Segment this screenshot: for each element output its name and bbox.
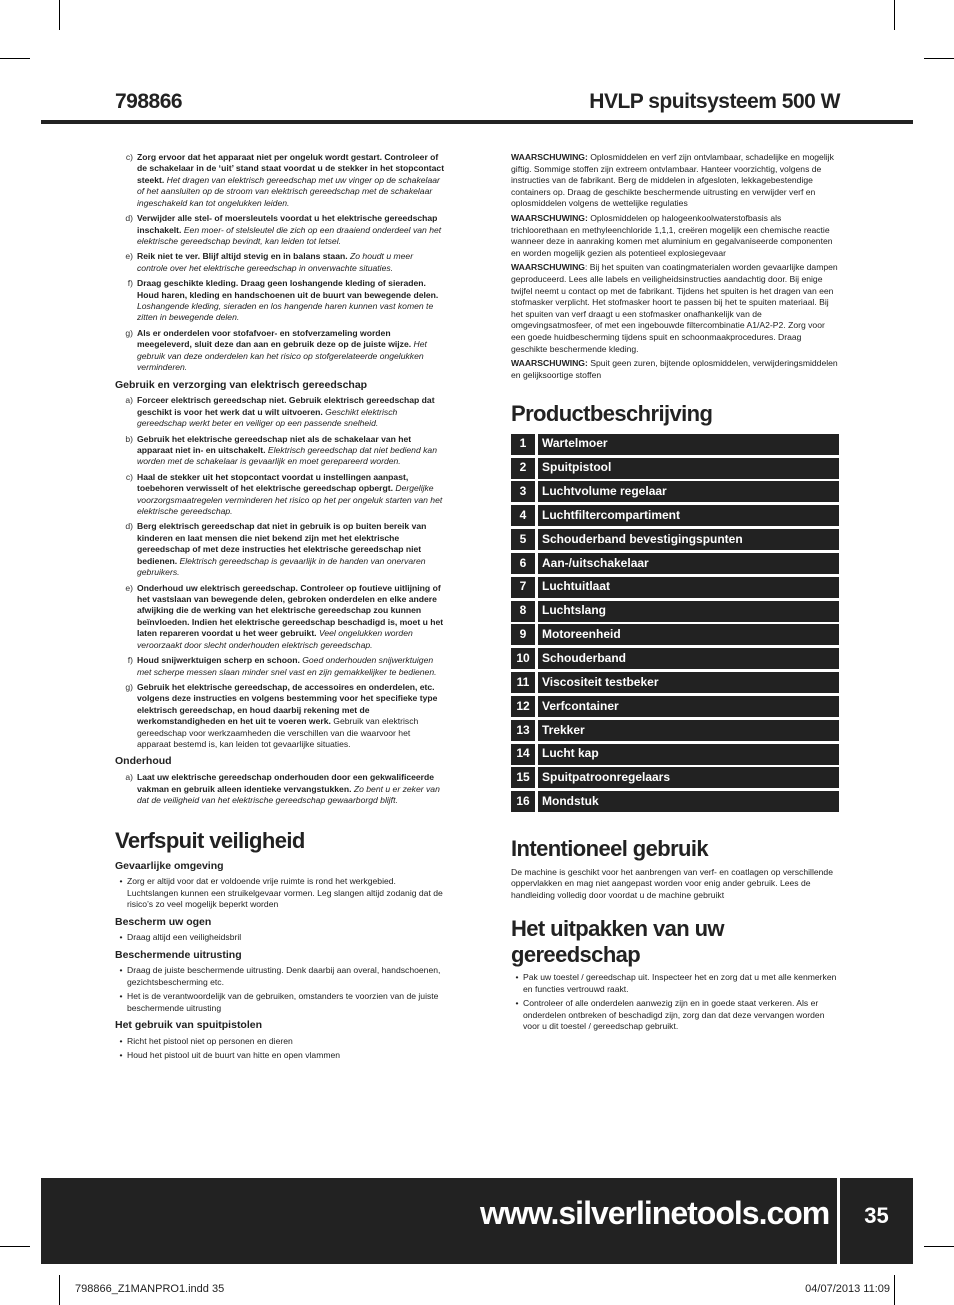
item-text [137, 682, 445, 751]
product-label: Viscositeit testbeker [538, 672, 839, 693]
item-text [137, 772, 445, 806]
product-number: 9 [511, 624, 535, 645]
warning-label: WAARSCHUWING: [511, 152, 588, 162]
bullet-dot: • [119, 876, 123, 887]
page-title: HVLP spuitsysteem 500 W [589, 90, 840, 113]
product-number: 6 [511, 553, 535, 574]
product-number: 15 [511, 767, 535, 788]
crop-mark [894, 0, 895, 30]
item-bold-text: Als er onderdelen voor stofafvoer- en stofverzameling worden meegeleverd, sluit deze dan aan en gebruik deze op de juiste wijze. [137, 327, 412, 350]
bullet-dot: • [119, 991, 123, 1002]
warning-text: Spuit geen zuren, bijtende oplosmiddelen, verwijderingsmiddelen en gelijksoortige stoffen [511, 358, 838, 380]
item-text [137, 472, 445, 518]
bullet-item [115, 1050, 445, 1061]
list-item [115, 472, 445, 518]
item-bold-text: Onderhoud uw elektrisch gereedschap. Controleer op foutieve uitlijning of het vastslaan van bewegende delen, gebroken onderdelen en elke andere afwijking die de werking van het elektrische gereedschap zou kunnen beïnvloeden. Indien het elektrische gereedschap beschadigd is, moet u het laten repareren voordat u het weer gebruikt. [137, 582, 444, 639]
crop-mark [59, 1275, 60, 1305]
bullet-dot: • [515, 972, 519, 983]
item-bold-text: Haal de stekker uit het stopcontact voordat u instellingen aanpast, toebehoren verwisselt of het elektrische gereedschap opbergt. [137, 471, 409, 494]
product-number: 10 [511, 648, 535, 669]
right-column [511, 152, 839, 1035]
warning-text: Oplosmiddelen op halogeenkoolwaterstofbasis als trichloorethaan en methyleenchloride 1,1,1, creëren mogelijk een chemische reactie wanneer deze in aanraking komen met aluminium en gegalvaniseerde componenten en worden mogelijk gezien als potentieel explosiegevaar [511, 212, 833, 258]
section-subheading: Beschermende uitrusting [115, 948, 242, 961]
section-subheading: Gevaarlijke omgeving [115, 859, 224, 872]
warning-label: WAARSCHUWING: [511, 212, 588, 223]
list-item [115, 772, 445, 806]
product-label: Spuitpistool [538, 458, 839, 479]
product-row [511, 720, 839, 741]
bullet-text: Houd het pistool uit de buurt van hitte en open vlammen [127, 1050, 341, 1061]
bullet-item [115, 876, 445, 910]
bullet-text: Pak uw toestel / gereedschap uit. Inspecteer het en zorg dat u met alle kenmerken en functies vertrouwd raakt. [523, 972, 837, 994]
warning-paragraph [511, 358, 839, 381]
bullet-item [511, 998, 839, 1032]
item-bold-text: Forceer elektrisch gereedschap niet. Gebruik elektrisch gereedschap dat geschikt is voor het werk dat u wilt uitvoeren. [137, 395, 435, 417]
bullet-dot: • [119, 965, 123, 976]
item-italic-text: Veel ongelukken worden veroorzaakt door slecht onderhouden elektrisch gereedschap. [137, 628, 413, 650]
product-row [511, 744, 839, 765]
product-number: 16 [511, 791, 535, 812]
product-code: 798866 [115, 90, 183, 113]
bullet-item [115, 965, 445, 988]
item-italic-text: Loshangende kleding, sieraden en los hangende haren kunnen vast komen te zitten in bewegende delen. [137, 301, 434, 323]
bullet-list [115, 1036, 445, 1062]
website-url: www.silverlinetools.com [480, 1195, 830, 1231]
product-number: 5 [511, 529, 535, 550]
item-marker: c) [125, 471, 133, 482]
section-subheading: Bescherm uw ogen [115, 915, 212, 928]
section-subheading: Gebruik en verzorging van elektrisch gereedschap [115, 378, 368, 391]
product-label: Trekker [538, 720, 839, 741]
item-bold-text: Gebruik het elektrische gereedschap niet als de schakelaar van het apparaat niet in- en uitschakelt. [137, 433, 412, 455]
list-item [115, 278, 445, 324]
list-item [115, 395, 445, 429]
product-number: 1 [511, 434, 535, 455]
list-item [115, 682, 445, 751]
bullet-text: Controleer of alle onderdelen aanwezig zijn en in goede staat verkeren. Als er onderdelen ontbreken of beschadigd zijn, zorg dan dat deze vervangen worden voor u dit toestel / gereedschap gebruikt. [523, 998, 825, 1031]
bullet-text: Draag altijd een veiligheidsbril [127, 932, 242, 943]
item-text [137, 434, 445, 468]
warnings-block [511, 152, 839, 381]
product-number: 14 [511, 744, 535, 765]
item-italic-text: Een moer- of stelsleutel die zich op een draaiend onderdeel van het elektrische gereedschap bevindt, kan leiden tot letsel. [137, 224, 442, 246]
list-item [115, 251, 445, 274]
crop-mark [59, 0, 60, 30]
product-label: Luchtvolume regelaar [538, 481, 839, 502]
item-text [137, 521, 445, 578]
file-slug: 798866_Z1MANPRO1.indd 35 [75, 1283, 225, 1295]
section-subheading: Onderhoud [115, 755, 172, 768]
heading-intended-use: Intentioneel gebruik [511, 836, 709, 862]
item-regular-text: Gebruik van elektrisch gereedschap voor werkzaamheden die verschillen van die waarvoor het apparaat bestemd is, kan leiden tot gevaarlijke situaties. [137, 716, 419, 750]
list-item [115, 655, 445, 678]
bullet-dot: • [515, 998, 519, 1009]
item-italic-text: Elektrisch gereedschap dat niet bediend kan worden met de schakelaar is gevaarlijk en moet gerepareerd worden. [137, 444, 437, 467]
item-italic-text: Dergelijke voorzorgsmaatregelen verminderen het risico op het per ongeluk starten van het elektrische gereedschap. [137, 483, 443, 517]
heading-product-description: Productbeschrijving [511, 401, 713, 427]
warning-paragraph [511, 213, 839, 259]
heading-spray-safety: Verfspuit veiligheid [115, 828, 305, 854]
item-italic-text: Elektrisch gereedschap is gevaarlijk in de handen van onervaren gebruikers. [137, 555, 426, 578]
header-divider [41, 120, 913, 124]
item-text [137, 395, 445, 429]
product-row [511, 529, 839, 550]
left-column [115, 152, 445, 1065]
crop-mark [924, 58, 954, 59]
item-bold-text: Reik niet te ver. Blijf altijd stevig en in balans staan. [137, 251, 348, 262]
product-row [511, 577, 839, 598]
product-number: 13 [511, 720, 535, 741]
product-label: Luchtslang [538, 601, 839, 622]
product-parts-table [511, 434, 839, 813]
item-text [137, 655, 445, 678]
item-italic-text: Geschikt elektrisch gereedschap werkt beter en veiliger op een passende snelheid. [137, 406, 398, 429]
product-row [511, 481, 839, 502]
list-item [115, 328, 445, 374]
item-bold-text: Laat uw elektrische gereedschap onderhouden door een gekwalificeerde vakman en gebruik alleen identieke vervangstukken. [137, 772, 435, 794]
page-header [115, 88, 840, 118]
product-row [511, 648, 839, 669]
bullet-text: Het is de verantwoordelijk van de gebruiken, omstanders te voorzien van de juiste beschermende uitrusting [127, 991, 439, 1013]
product-label: Aan-/uitschakelaar [538, 553, 839, 574]
maintenance-list [115, 772, 445, 806]
product-number: 2 [511, 458, 535, 479]
bullet-dot: • [119, 1035, 123, 1046]
list-item [115, 434, 445, 468]
item-bold-text: Houd snijwerktuigen scherp en schoon. [137, 655, 300, 666]
item-text [137, 328, 445, 374]
list-item [115, 583, 445, 652]
item-marker: d) [125, 213, 133, 224]
item-italic-text: Het gebruik van deze onderdelen kan het risico op stofgerelateerde ongelukken verminderen. [137, 339, 427, 373]
item-marker: b) [125, 433, 133, 444]
item-text [137, 152, 445, 209]
product-label: Lucht kap [538, 744, 839, 765]
product-row [511, 505, 839, 526]
item-bold-text: Verwijder alle stel- of moersleutels voordat u het elektrische gereedschap inschakelt. [137, 213, 438, 235]
item-marker: g) [125, 681, 133, 692]
product-label: Motoreenheid [538, 624, 839, 645]
bullet-item [511, 972, 839, 995]
bullet-text: Draag de juiste beschermende uitrusting. Denk daarbij aan overal, handschoenen, gezichtsbescherming etc. [127, 965, 441, 987]
section-subheading: Het gebruik van spuitpistolen [115, 1019, 263, 1032]
product-number: 4 [511, 505, 535, 526]
item-marker: f) [127, 655, 133, 666]
bullet-text: Richt het pistool niet op personen en dieren [127, 1035, 293, 1046]
page-number: 35 [840, 1178, 913, 1264]
item-marker: d) [125, 521, 133, 532]
product-label: Schouderband bevestigingspunten [538, 529, 839, 550]
item-marker: a) [125, 395, 133, 406]
product-row [511, 767, 839, 788]
item-marker: e) [125, 251, 133, 262]
bullet-dot: • [119, 932, 123, 943]
product-number: 8 [511, 601, 535, 622]
crop-mark [0, 1246, 30, 1247]
item-text [137, 213, 445, 247]
bullet-list [115, 965, 445, 1014]
bullet-dot: • [119, 1050, 123, 1061]
product-number: 7 [511, 577, 535, 598]
item-marker: f) [127, 278, 133, 289]
warning-label: WAARSCHUWING [511, 262, 585, 273]
safety-list [115, 152, 445, 374]
warning-paragraph [511, 262, 839, 355]
product-number: 11 [511, 672, 535, 693]
warning-paragraph [511, 152, 839, 210]
item-marker: e) [125, 582, 133, 593]
crop-mark [894, 1275, 895, 1305]
bullet-item [115, 1036, 445, 1047]
crop-mark [0, 58, 30, 59]
item-italic-text: Zo houdt u meer controle over het elektrische gereedschap in onverwachte situaties. [137, 251, 414, 273]
product-row [511, 458, 839, 479]
product-label: Mondstuk [538, 791, 839, 812]
list-item [115, 521, 445, 578]
item-marker: c) [125, 152, 133, 162]
product-row [511, 791, 839, 812]
item-italic-text: Het dragen van elektrisch gereedschap met uw vinger op de schakelaar of het aansluiten op de stroom van elektrisch gereedschap met de schakelaar ingeschakeld kan tot ongelukken leiden. [137, 174, 440, 208]
bullet-item [115, 932, 445, 943]
product-label: Spuitpatroonregelaars [538, 767, 839, 788]
product-row [511, 672, 839, 693]
list-item [115, 213, 445, 247]
bullet-list [115, 932, 445, 943]
product-label: Schouderband [538, 648, 839, 669]
product-label: Wartelmoer [538, 434, 839, 455]
warning-text: Oplosmiddelen en verf zijn ontvlambaar, schadelijke en mogelijk giftig. Sommige stoffen zijn extreem ontvlambaar. Hanteer voorzichtig, volgens de instructies van de fabrikant. Berg de middelen in afgesloten, lekkagebestendige containers op. Draag de geschikte beschermende uitrusting en verwijder verf en oplosmiddelen volgens de wettelijke regulaties [511, 152, 834, 209]
product-row [511, 434, 839, 455]
bullet-list [511, 972, 839, 1032]
intended-use-text: De machine is geschikt voor het aanbrengen van verf- en coatlagen op verschillende oppervlakken en mag niet aangepast worden voor enig ander gebruik. Lees de handleiding volledig door voordat u de machine gebruikt [511, 866, 833, 900]
item-text [137, 583, 445, 652]
product-number: 12 [511, 696, 535, 717]
list-item [115, 152, 445, 209]
item-bold-text: Berg elektrisch gereedschap dat niet in gebruik is op buiten bereik van kinderen en laat mensen die niet bekend zijn met het elektrische gereedschap of met deze instructies het elektrische gereedschap niet bedienen. [137, 521, 427, 566]
warning-label: WAARSCHUWING: [511, 358, 588, 369]
item-bold-text: Draag geschikte kleding. Draag geen loshangende kleding of sieraden. Houd haren, kleding en handschoenen uit de buurt van bewegende delen. [137, 278, 439, 300]
item-text [137, 251, 445, 274]
date-slug: 04/07/2013 11:09 [805, 1283, 890, 1295]
product-row [511, 696, 839, 717]
item-italic-text: Zo bent u er zeker van dat de veiligheid van het elektrische gereedschap gewaarborgd blijft. [137, 783, 440, 805]
heading-unpacking: Het uitpakken van uw gereedschap [511, 915, 724, 967]
product-row [511, 601, 839, 622]
bullet-item [115, 991, 445, 1014]
item-marker: a) [125, 772, 133, 783]
product-label: Luchtuitlaat [538, 577, 839, 598]
item-bold-text: Zorg ervoor dat het apparaat niet per ongeluk wordt gestart. Controleer of de schakelaar in de ‘uit’ stand staat voordat u de stekker in het stopcontact steekt. [137, 152, 445, 185]
item-marker: g) [125, 327, 133, 338]
bullet-text: Zorg er altijd voor dat er voldoende vrije ruimte is rond het werkgebied. Luchtslangen kunnen een struikelgevaar vormen. Leg slangen altijd zodanig dat de risico’s zo veel mogelijk beperkt worden [127, 876, 443, 910]
item-italic-text: Goed onderhouden snijwerktuigen met scherpe messen slaan minder snel vast en zijn gemakkelijker te bedienen. [137, 655, 437, 677]
product-row [511, 624, 839, 645]
product-label: Verfcontainer [538, 696, 839, 717]
item-text [137, 278, 445, 324]
bullet-list [115, 876, 445, 910]
product-row [511, 553, 839, 574]
crop-mark [924, 1246, 954, 1247]
product-label: Luchtfiltercompartiment [538, 505, 839, 526]
item-bold-text: Gebruik het elektrische gereedschap, de accessoires en onderdelen, etc. volgens deze instructies en volgens bestemming voor het specifieke type elektrisch gereedschap, en houd daarbij rekening met de werkomstandigheden en het uit te voeren werk. [137, 681, 438, 727]
product-number: 3 [511, 481, 535, 502]
warning-text: : Bij het spuiten van coatingmaterialen worden gevaarlijke dampen geproduceerd. Lees alle labels en veiligheidsinstructies aandachtig door. Bij enige twijfel neemt u contact op met de fabrikant. Tijdens het spuiten is het dragen van een stofmasker verplicht. Het stofmasker hoort te passen bij het te spuiten materiaal. Bij het spuiten van verf draagt u een stofmasker onafhankelijk van de omgevingsatmosfeer, of met een ingebouwde filtercombinatie A1/A2-P2. Zorg voor een goede huidbescherming tijdens spuit en schoonmaakprocedures. Draag geschikte beschermende kleding. [511, 262, 838, 354]
care-list [115, 395, 445, 750]
